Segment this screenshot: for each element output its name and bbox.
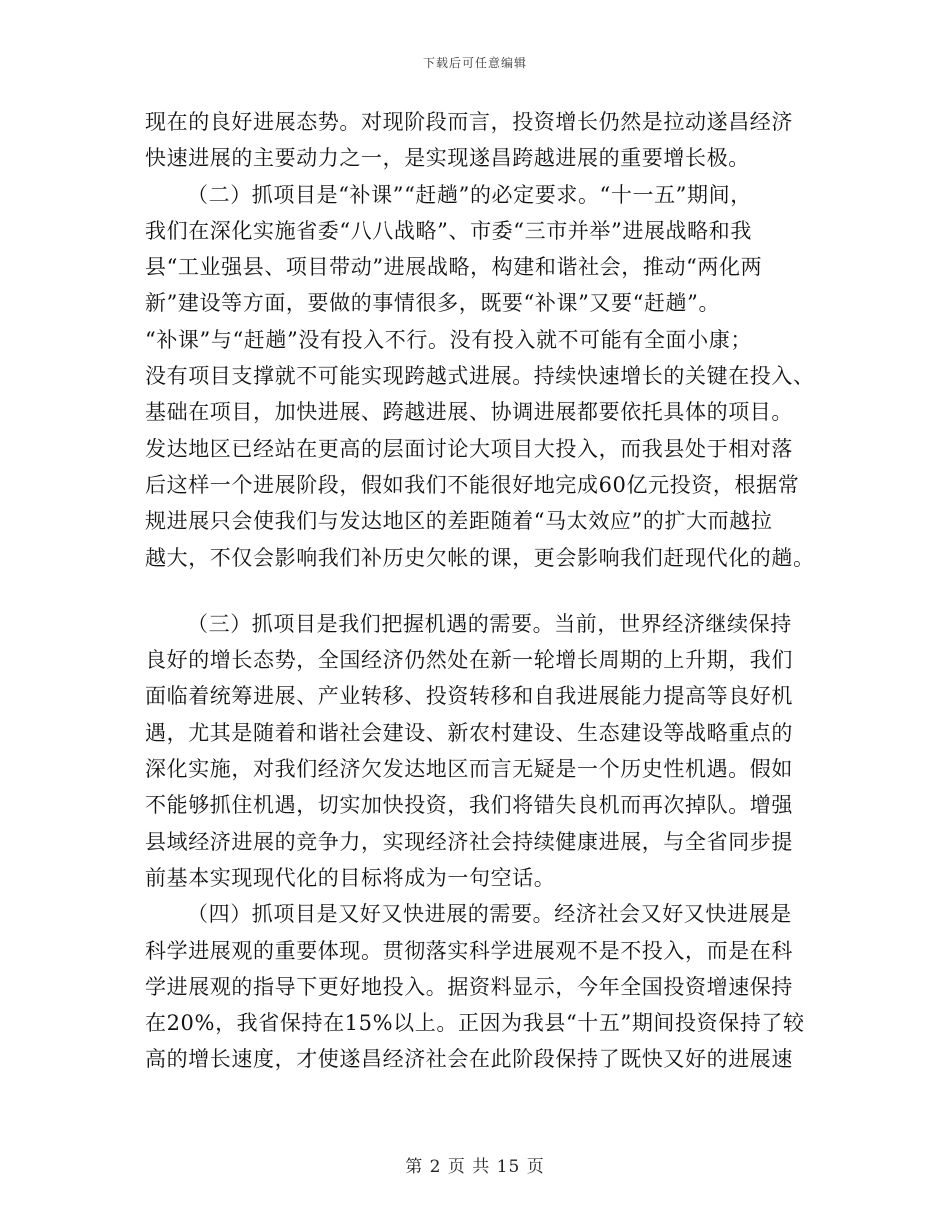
text-line: 不能够抓住机遇，切实加快投资，我们将错失良机而再次掉队。增强 [145, 793, 793, 818]
text-line: “补课”与“赶趟”没有投入不行。没有投入就不可能有全面小康； [145, 327, 752, 352]
text-line: 现在的良好进展态势。对现阶段而言，投资增长仍然是拉动遂昌经济 [145, 110, 793, 134]
text-line: 科学进展观的重要体现。贯彻落实科学进展观不是不投入，而是在科 [145, 938, 793, 963]
text-line: 后这样一个进展阶段，假如我们不能很好地完成60亿元投资，根据常 [145, 472, 800, 497]
text-line: 没有项目支撑就不可能实现跨越式进展。持续快速增长的关键在投入、 [145, 364, 815, 389]
text-line: 遇，尤其是随着和谐社会建设、新农村建设、生态建设等战略重点的 [145, 720, 793, 745]
text-line: 高的增长速度，才使遂昌经济社会在此阶段保持了既快又好的进展速 [145, 1047, 793, 1072]
document-body [145, 104, 815, 1078]
text-line: 前基本实现现代化的目标将成为一句空话。 [145, 865, 556, 890]
text-line: 面临着统筹进展、产业转移、投资转移和自我进展能力提高等良好机 [145, 684, 793, 709]
paragraph [145, 606, 805, 896]
text-line: 越大，不仅会影响我们补历史欠帐的课，更会影响我们赶现代化的趟。 [145, 545, 815, 570]
page-header: 下载后可任意编辑 [422, 56, 527, 70]
paragraph [145, 104, 805, 177]
text-line: 县“工业强县、项目带动”进展战略，构建和谐社会，推动“两化两 [145, 255, 763, 280]
text-line: 学进展观的指导下更好地投入。据资料显示，今年全国投资增速保持 [145, 974, 793, 999]
text-line: 深化实施，对我们经济欠发达地区而言无疑是一个历史性机遇。假如 [145, 757, 793, 782]
text-line: 新”建设等方面，要做的事情很多，既要“补课”又要“赶趟”。 [145, 291, 721, 316]
text-line: 在20%，我省保持在15%以上。正因为我县“十五”期间投资保持了较 [145, 1011, 805, 1036]
text-line: 基础在项目，加快进展、跨越进展、协调进展都要依托具体的项目。 [145, 400, 793, 425]
page-number: 第 2 页 共 15 页 [405, 1157, 545, 1177]
text-line: （四）抓项目是又好又快进展的需要。经济社会又好又快进展是 [187, 902, 792, 927]
text-line: 良好的增长态势，全国经济仍然处在新一轮增长周期的上升期，我们 [145, 648, 793, 673]
text-line: 我们在深化实施省委“八八战略”、市委“三市并举”进展战略和我 [145, 218, 752, 243]
paragraph [145, 177, 815, 576]
text-line: 县域经济进展的竞争力，实现经济社会持续健康进展，与全省同步提 [145, 829, 793, 854]
paragraph-gap [145, 576, 805, 606]
text-line: （二）抓项目是“补课”“赶趟”的必定要求。“十一五”期间， [187, 182, 752, 207]
text-line: （三）抓项目是我们把握机遇的需要。当前，世界经济继续保持 [187, 611, 792, 636]
text-line: 规进展只会使我们与发达地区的差距随着“马太效应”的扩大而越拉 [145, 509, 773, 534]
text-line: 发达地区已经站在更高的层面讨论大项目大投入，而我县处于相对落 [145, 436, 793, 461]
paragraph [145, 896, 805, 1077]
text-line: 快速进展的主要动力之一，是实现遂昌跨越进展的重要增长极。 [145, 146, 750, 171]
